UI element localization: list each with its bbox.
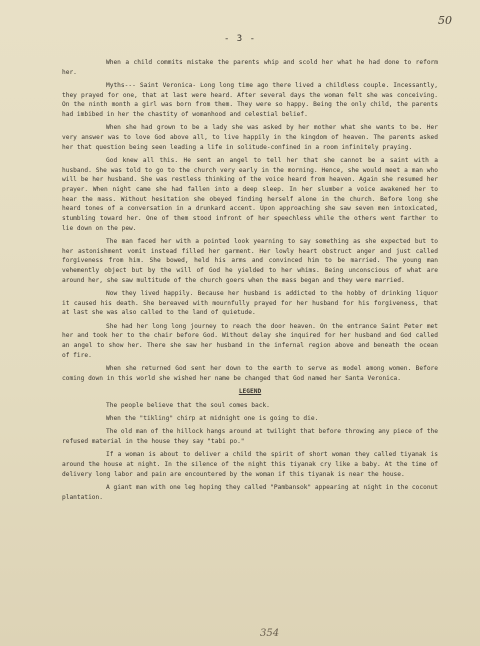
document-body: [62, 58, 438, 506]
legend-paragraph: A giant man with one leg hoping they called "Pambansok" appearing at night in the coconut plantation.: [62, 483, 438, 501]
pencil-page-number: 354: [260, 628, 280, 639]
paragraph: She had her long long journey to reach the door heaven. On the entrance Saint Peter met her and took her to the chair before God. Without delay she inquired for her husband and God called an angel to show her. There she saw her husband in the infernal region above and beneath the ocean of fire.: [62, 322, 438, 359]
legend-paragraph: The old man of the hillock hangs around at twilight that before throwing any piece of the refused material in the house they say "tabi po.": [62, 428, 438, 446]
paragraph: When she had grown to be a lady she was asked by her mother what she wants to be. Her very answer was to love God above all, to live happily in the kingdom of heaven. The parents asked her that question being seen leading a life in solitude-confined in a room infinitely praying.: [62, 124, 438, 151]
legend-paragraph: The people believe that the soul comes back.: [106, 402, 270, 409]
legend-paragraph: If a woman is about to deliver a child the spirit of short woman they called tiyanak is around the house at night. In the silence of the night this tiyanak cry like a baby. At the time of delivery long labor and pain are encountered by the woman if this tiyanak is near the house.: [62, 451, 438, 478]
paragraph: Now they lived happily. Because her husband is addicted to the hobby of drinking liquor it caused his death. She bereaved with mournfully prayed for her husband for his forgiveness, that at last she was also called to the land of quietude.: [62, 289, 438, 317]
paragraph: Myths--- Saint Veronica- Long long time ago there lived a childless couple. Incessantly, they prayed for one, that at last were heard. After several days the woman felt she was conceiving. On the ninth month a girl was born from them. They were so happy. Being the only child, the parents had imbibed in her the chastity of womanhood and celestial belief.: [62, 81, 438, 119]
handwritten-page-number: 50: [438, 14, 452, 27]
paragraph: When a child commits mistake the parents whip and scold her what he had done to reform her.: [62, 59, 438, 76]
paragraph: God knew all this. He sent an angel to tell her that she cannot be a saint with a husband. She was told to go to the church very early in the morning. Hence, she would meet a man who will be her husband. She was restless thinking of the voice heard from heaven. Again she resumed her prayer. When night came she had fallen into a deep sleep. In her slumber a voice awakened her to hear the mass. Without hesitation she obeyed finding herself alone in the church. Before long she heard tones of a conversation in a drunkard accent. Upon approaching she saw seven men intoxicated, stumbling toward her. One of them stood infront of her speechless while the others went farther to lie down on the pew.: [62, 156, 438, 232]
legend-paragraph: When the "tikling" chirp at midnight one is going to die.: [106, 415, 319, 423]
page-number: - 3 -: [223, 34, 257, 44]
legend-heading: LEGEND: [238, 388, 262, 396]
paragraph: The man faced her with a pointed look yearning to say something as she expected but to her astonishment vomit instead filled her garment. Her lowly heart obstruct anger and just called forgiveness from him. She bowed, held his arms and convinced him to be married. The young man vehemently object but by the will of God he yielded to her whims. Being unconscious of what are around her, she saw multitude of the church goers when the mass began and they were married.: [62, 237, 438, 284]
paragraph: When she returned God sent her down to the earth to serve as model among women. Before coming down in this world she wished her name be changed that God named her Santa Veronica.: [62, 364, 438, 382]
